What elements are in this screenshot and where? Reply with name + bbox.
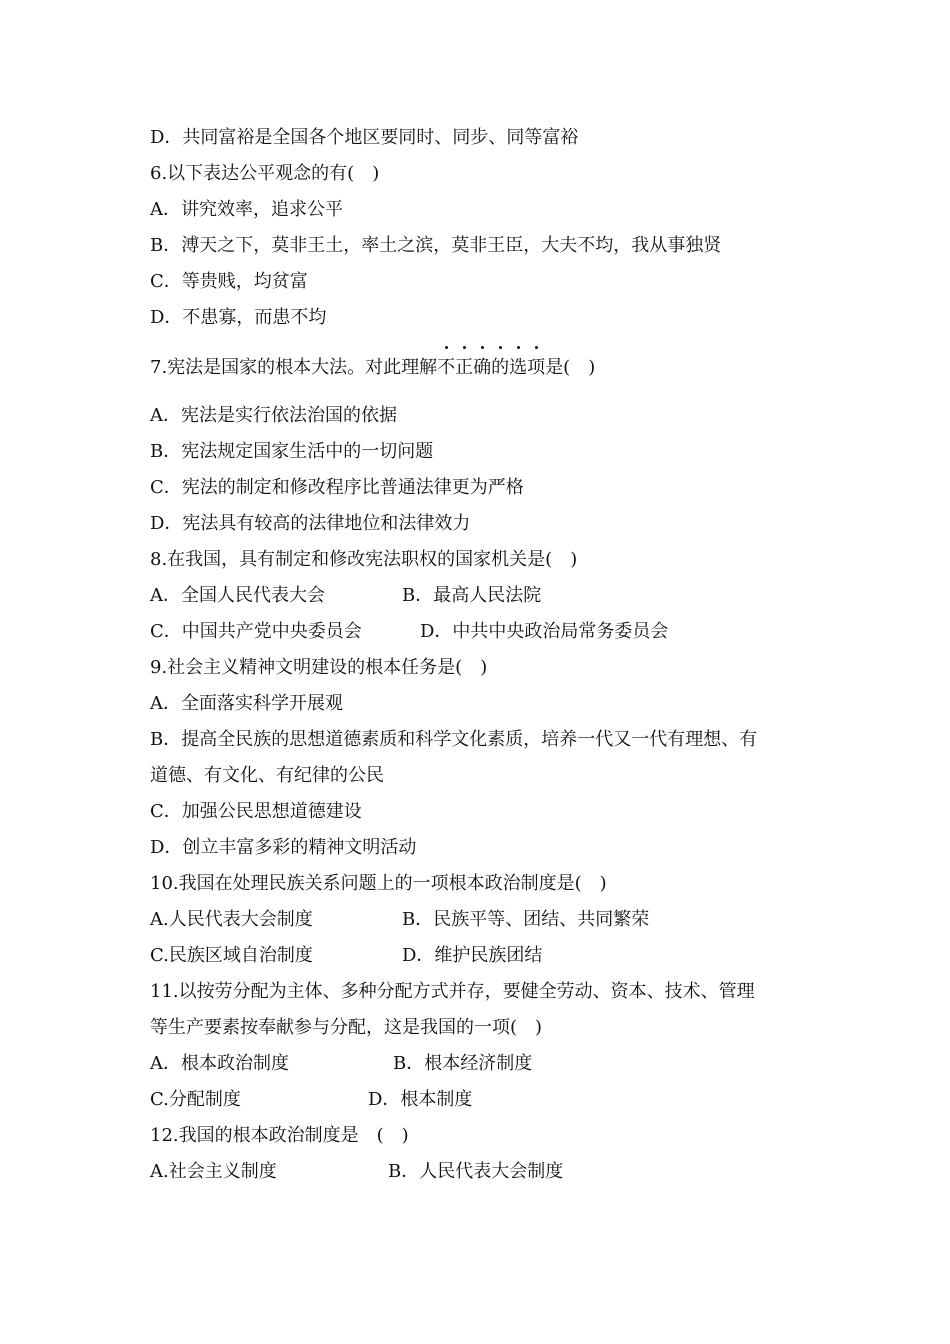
q8-stem: 8.在我国，具有制定和修改宪法职权的国家机关是( ) <box>150 549 578 570</box>
q5-option-d: D．共同富裕是全国各个地区要同时、同步、同等富裕 <box>150 127 579 148</box>
q10-option-a: A.人民代表大会制度 <box>150 909 313 930</box>
q11-option-b: B．根本经济制度 <box>393 1053 533 1074</box>
q9-option-c: C．加强公民思想道德建设 <box>150 801 362 822</box>
q10-option-d: D．维护民族团结 <box>402 945 543 966</box>
q6-option-c: C．等贵贱，均贫富 <box>150 271 308 292</box>
q12-stem: 12.我国的根本政治制度是 ( ) <box>150 1125 409 1146</box>
q6-option-d: D．不患寡，而患不均 <box>150 307 327 328</box>
q9-option-b-line2: 道德、有文化、有纪律的公民 <box>150 765 384 786</box>
q6-option-b: B．溥天之下，莫非王土，率土之滨，莫非王臣，大夫不均，我从事独贤 <box>150 235 722 256</box>
q8-option-b: B．最高人民法院 <box>402 585 542 606</box>
q11-stem-line1: 11.以按劳分配为主体、多种分配方式并存，要健全劳动、资本、技术、管理 <box>150 981 755 1002</box>
q9-option-a: A．全面落实科学开展观 <box>150 693 343 714</box>
q12-option-a: A.社会主义制度 <box>150 1161 277 1182</box>
q6-option-a: A．讲究效率，追求公平 <box>150 199 343 220</box>
q9-option-b-line1: B．提高全民族的思想道德素质和科学文化素质，培养一代又一代有理想、有 <box>150 729 758 750</box>
q7-stem-prefix: 7.宪法是国家的根本大法。对此理解 <box>150 357 438 378</box>
q11-stem-line2: 等生产要素按奉献参与分配，这是我国的一项( ) <box>150 1017 543 1038</box>
q7-stem-emphasis-text: 不正确的选项 <box>437 357 546 378</box>
q6-stem: 6.以下表达公平观念的有( ) <box>150 163 380 184</box>
q11-option-d: D．根本制度 <box>368 1089 473 1110</box>
q8-option-d: D．中共中央政治局常务委员会 <box>420 621 669 642</box>
q9-option-d: D．创立丰富多彩的精神文明活动 <box>150 837 417 858</box>
q11-option-c: C.分配制度 <box>150 1089 241 1110</box>
q11-option-a: A．根本政治制度 <box>150 1053 289 1074</box>
q10-stem: 10.我国在处理民族关系问题上的一项根本政治制度是( ) <box>150 873 607 894</box>
q7-option-c: C．宪法的制定和修改程序比普通法律更为严格 <box>150 477 524 498</box>
q12-option-b: B．人民代表大会制度 <box>388 1161 564 1182</box>
q7-option-b: B．宪法规定国家生活中的一切问题 <box>150 441 434 462</box>
q7-stem <box>150 356 595 380</box>
q8-option-c: C．中国共产党中央委员会 <box>150 621 362 642</box>
emphasis-dots <box>437 346 545 352</box>
q7-option-a: A．宪法是实行依法治国的依据 <box>150 405 397 426</box>
q10-option-c: C.民族区域自治制度 <box>150 945 313 966</box>
q10-option-b: B．民族平等、团结、共同繁荣 <box>402 909 650 930</box>
q7-stem-suffix: 是( ) <box>545 357 596 378</box>
q9-stem: 9.社会主义精神文明建设的根本任务是( ) <box>150 657 488 678</box>
q7-option-d: D．宪法具有较高的法律地位和法律效力 <box>150 513 471 534</box>
q8-option-a: A．全国人民代表大会 <box>150 585 325 606</box>
q7-stem-emphasis <box>437 356 545 380</box>
